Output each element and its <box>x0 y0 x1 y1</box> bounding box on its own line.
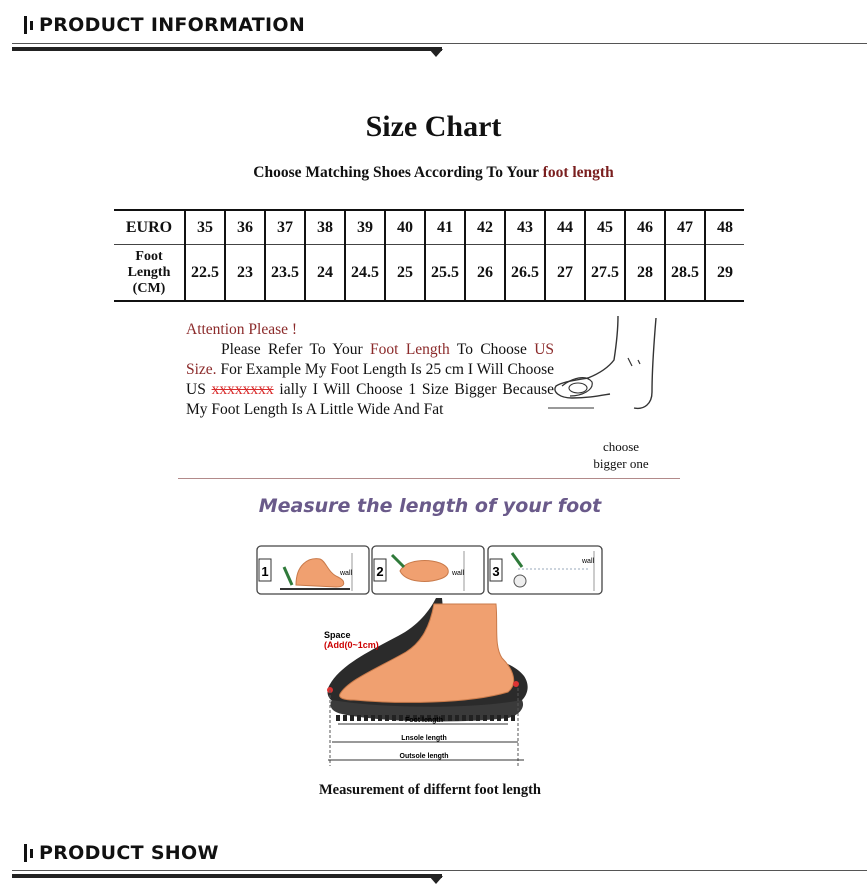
euro-cell: 48 <box>705 210 744 245</box>
foot-length-cell: 25 <box>385 245 425 302</box>
divider <box>178 478 680 479</box>
euro-cell: 43 <box>505 210 545 245</box>
header-bars-icon <box>24 16 33 34</box>
attention-body: Please Refer To Your Foot Length To Choose US Size. For Example My Foot Length Is 25 cm I Will Choose US xxxxxxxx ially I Will Choose 1 Size Bigger Because My Foot Length Is A Little Wide And Fat <box>186 341 555 418</box>
step-1-panel <box>257 546 369 594</box>
euro-cell: 41 <box>425 210 465 245</box>
step-label-3: 3 <box>492 564 500 579</box>
measure-title: Measure the length of your foot <box>258 495 602 517</box>
header-arrow-icon <box>429 876 443 884</box>
foot-length-cell: 29 <box>705 245 744 302</box>
foot-length-cell: 28 <box>625 245 665 302</box>
section-header-product-show <box>24 842 867 886</box>
euro-cell: 37 <box>265 210 305 245</box>
step-2-panel <box>372 546 484 594</box>
euro-cell: 46 <box>625 210 665 245</box>
section-title: PRODUCT SHOW <box>39 842 219 864</box>
size-table <box>114 209 744 302</box>
euro-cell: 35 <box>185 210 225 245</box>
euro-row <box>114 210 744 245</box>
foot-length-cell: 26.5 <box>505 245 545 302</box>
section-header-product-information <box>24 14 867 56</box>
header-rule-thick <box>12 874 442 878</box>
euro-cell: 39 <box>345 210 385 245</box>
euro-cell: 40 <box>385 210 425 245</box>
euro-header: EURO <box>114 210 185 245</box>
wall-label-2: wall <box>452 570 465 577</box>
foot-sketch-icon <box>548 312 668 422</box>
foot-length-cell: 27 <box>545 245 585 302</box>
header-rule <box>12 43 867 44</box>
step-3-panel <box>488 546 602 594</box>
foot-length-cell: 22.5 <box>185 245 225 302</box>
insole-length-label: Lnsole length <box>401 735 447 742</box>
euro-cell: 47 <box>665 210 705 245</box>
wall-label-1: wall <box>340 570 353 577</box>
space-label: Space <box>324 630 351 640</box>
foot-length-cell: 28.5 <box>665 245 705 302</box>
foot-length-cell: 25.5 <box>425 245 465 302</box>
measure-caption: Measurement of differnt foot length <box>318 782 542 798</box>
euro-cell: 44 <box>545 210 585 245</box>
attention-heading: Attention Please ! <box>186 321 298 338</box>
header-arrow-icon <box>429 49 443 57</box>
foot-length-cell: 23.5 <box>265 245 305 302</box>
size-chart-subtitle: Choose Matching Shoes According To Your foot length <box>253 164 614 181</box>
space-add-label: (Add(0~1cm) <box>324 640 379 650</box>
measure-steps-illustration <box>256 545 604 597</box>
euro-cell: 36 <box>225 210 265 245</box>
foot-in-shoe-illustration <box>318 596 538 774</box>
choose-bigger-caption: choose bigger one <box>593 439 649 471</box>
size-chart-title: Size Chart <box>365 110 502 143</box>
attention-note <box>186 320 554 420</box>
foot-length-cell: 27.5 <box>585 245 625 302</box>
foot-length-row <box>114 245 744 302</box>
header-bars-icon <box>24 844 33 862</box>
foot-length-cell: 23 <box>225 245 265 302</box>
euro-cell: 38 <box>305 210 345 245</box>
step-label-2: 2 <box>376 564 384 579</box>
step-label-1: 1 <box>261 564 269 579</box>
outsole-length-label: Outsole length <box>399 753 449 760</box>
header-rule-thick <box>12 47 442 51</box>
euro-cell: 42 <box>465 210 505 245</box>
foot-length-cell: 24.5 <box>345 245 385 302</box>
foot-length-header: Foot Length (CM) <box>114 245 185 302</box>
foot-length-cell: 26 <box>465 245 505 302</box>
header-rule <box>12 870 867 871</box>
foot-length-label: Foot length <box>404 717 444 724</box>
euro-cell: 45 <box>585 210 625 245</box>
wall-label-3: wall <box>582 558 595 565</box>
section-title: PRODUCT INFORMATION <box>39 14 306 36</box>
foot-length-cell: 24 <box>305 245 345 302</box>
